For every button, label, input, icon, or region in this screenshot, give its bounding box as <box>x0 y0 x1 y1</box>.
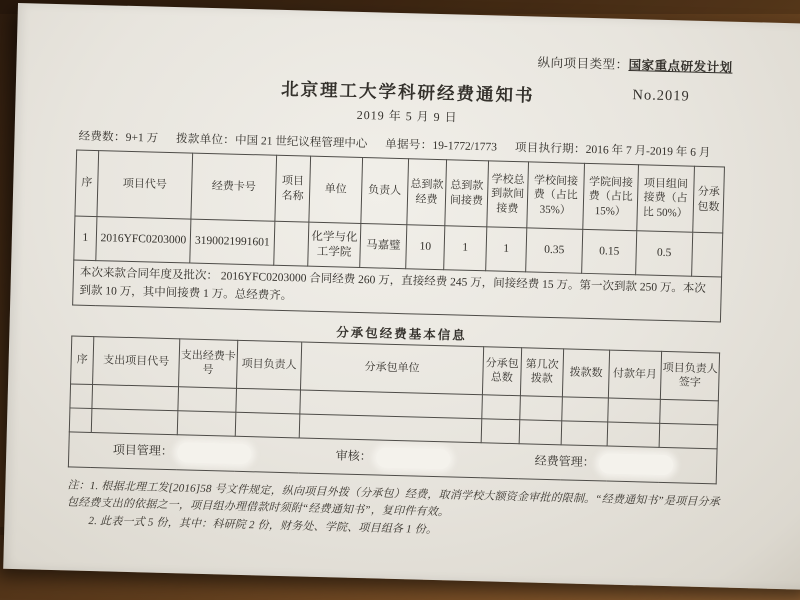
sub-table-header-cell: 付款年月 <box>608 350 661 399</box>
document-title: 北京理工大学科研经费通知书 <box>280 78 535 106</box>
main-table-data-cell: 0.5 <box>636 231 693 276</box>
sub-table-empty-cell <box>178 386 237 412</box>
project-type-line <box>79 41 739 76</box>
subcontract-table <box>68 335 720 484</box>
main-table-header-cell: 单位 <box>309 156 363 223</box>
footnote-2: 2. 此表一式 5 份，其中：科研院 2 份，财务处、学院、项目组各 1 份。 <box>88 514 438 536</box>
sub-table-empty-cell <box>91 408 178 434</box>
sub-table-empty-cell <box>177 410 236 436</box>
document-paper <box>3 3 800 590</box>
sub-table-empty-cell <box>659 423 718 449</box>
main-table-data-cell: 化学与化工学院 <box>308 222 361 267</box>
main-table-header-cell: 序 <box>75 150 99 217</box>
main-table-header-cell: 项目名称 <box>275 155 311 222</box>
footnotes <box>66 477 727 547</box>
sub-table-header-cell: 分承包单位 <box>300 342 483 395</box>
sub-table-empty-cell <box>561 420 608 445</box>
main-table-data-cell <box>692 232 723 277</box>
main-table-header-cell: 学校间接费（占比 35%） <box>527 162 585 229</box>
execution-period: 项目执行期：2016 年 7 月-2019 年 6 月 <box>514 142 711 160</box>
sub-table-empty-cell <box>69 408 92 433</box>
sub-table-header-cell: 支出经费卡号 <box>179 338 238 388</box>
sub-table-header-cell: 支出项目代号 <box>93 336 180 386</box>
main-table-header-cell: 项目组间接费（占比 50%） <box>637 165 695 232</box>
sub-table-header-cell: 项目负责人 <box>237 340 302 390</box>
funding-unit: 拨款单位：中国 21 世纪议程管理中心 <box>175 133 368 151</box>
sub-table-empty-cell <box>236 388 301 414</box>
project-type-value: 国家重点研发计划 <box>628 57 733 75</box>
main-table-header-cell: 经费卡号 <box>191 153 277 221</box>
main-funding-table <box>72 150 725 323</box>
sub-table-empty-cell <box>482 394 521 419</box>
main-table-data-cell: 2016YFC0203000 <box>96 217 191 263</box>
sub-table-header-cell: 拨款数 <box>562 348 609 397</box>
sub-table-empty-cell <box>235 412 300 438</box>
main-table-header-cell: 学校总到款间接费 <box>487 161 529 228</box>
main-table-data-cell: 1 <box>74 216 97 261</box>
sub-table-header-cell: 序 <box>71 336 94 385</box>
sub-table-header-cell: 项目负责人签字 <box>660 351 719 401</box>
main-table-header-cell: 总到款经费 <box>407 159 447 226</box>
main-table-data-cell: 1 <box>486 227 527 272</box>
sub-table-empty-cell <box>607 422 660 447</box>
redaction-blob <box>375 447 449 469</box>
footnote-1: 注：1. 根据北理工发[2016]58 号文件规定，纵向项目外拨（分承包）经费，取消学校大额资金审批的限制。“经费通知书”是项目分承包经费支出的依据之一，项目组办理借款时须附“经费通知书”，复印件有效。 <box>66 479 721 519</box>
fund-management-signature: 经费管理： <box>534 451 672 475</box>
sub-table-empty-cell <box>562 396 609 421</box>
sub-table-empty-cell <box>660 399 719 425</box>
sub-table-empty-cell <box>92 384 179 410</box>
sub-table-header-cell: 分承包总数 <box>482 346 521 395</box>
main-table-data-cell: 马嘉璧 <box>360 224 407 269</box>
audit-signature: 审核： <box>335 446 450 469</box>
main-table-data-cell: 0.35 <box>526 228 583 273</box>
main-table-header-cell: 总到款间接费 <box>445 160 489 227</box>
sub-table-header-cell: 第几次拨款 <box>520 347 563 396</box>
fund-amount: 经费数：9+1 万 <box>78 130 159 145</box>
project-type-label: 纵向项目类型： <box>537 55 629 72</box>
main-table-data-cell <box>274 221 309 266</box>
sub-table-empty-cell <box>481 418 520 443</box>
sub-table-empty-cell <box>70 384 93 409</box>
subcontract-section-title: 分承包经费基本信息 <box>336 325 467 343</box>
main-table-header-cell: 学院间接费（占比 15%） <box>583 163 639 230</box>
main-table-header-cell: 分承包数 <box>693 166 725 233</box>
main-table-header-cell: 负责人 <box>361 158 409 225</box>
project-management-signature: 项目管理： <box>113 440 251 464</box>
main-table-data-cell: 10 <box>406 225 445 270</box>
main-table-data-cell: 3190021991601 <box>190 219 275 265</box>
document-number: No.2019 <box>632 87 691 105</box>
receipt-number: 单据号：19-1772/1773 <box>385 138 498 154</box>
sub-table-empty-cell <box>608 398 661 423</box>
sub-table-empty-cell <box>520 395 563 420</box>
document-content <box>66 5 740 548</box>
redaction-blob <box>177 442 251 464</box>
redaction-blob <box>598 453 672 475</box>
funding-summary-text: 本次来款合同年度及批次： 2016YFC0203000 合同经费 260 万，直接经费 245 万，间接经费 15 万。第一次到款 250 万。本次到款 10 万，其中间接费 1 万。总经费齐。 <box>73 260 722 322</box>
sub-table-empty-cell <box>519 419 562 444</box>
main-table-header-cell: 项目代号 <box>97 151 193 219</box>
main-table-data-cell: 1 <box>444 226 487 271</box>
document-date: 2019 年 5 月 9 日 <box>356 107 458 125</box>
main-table-data-cell: 0.15 <box>582 229 637 274</box>
